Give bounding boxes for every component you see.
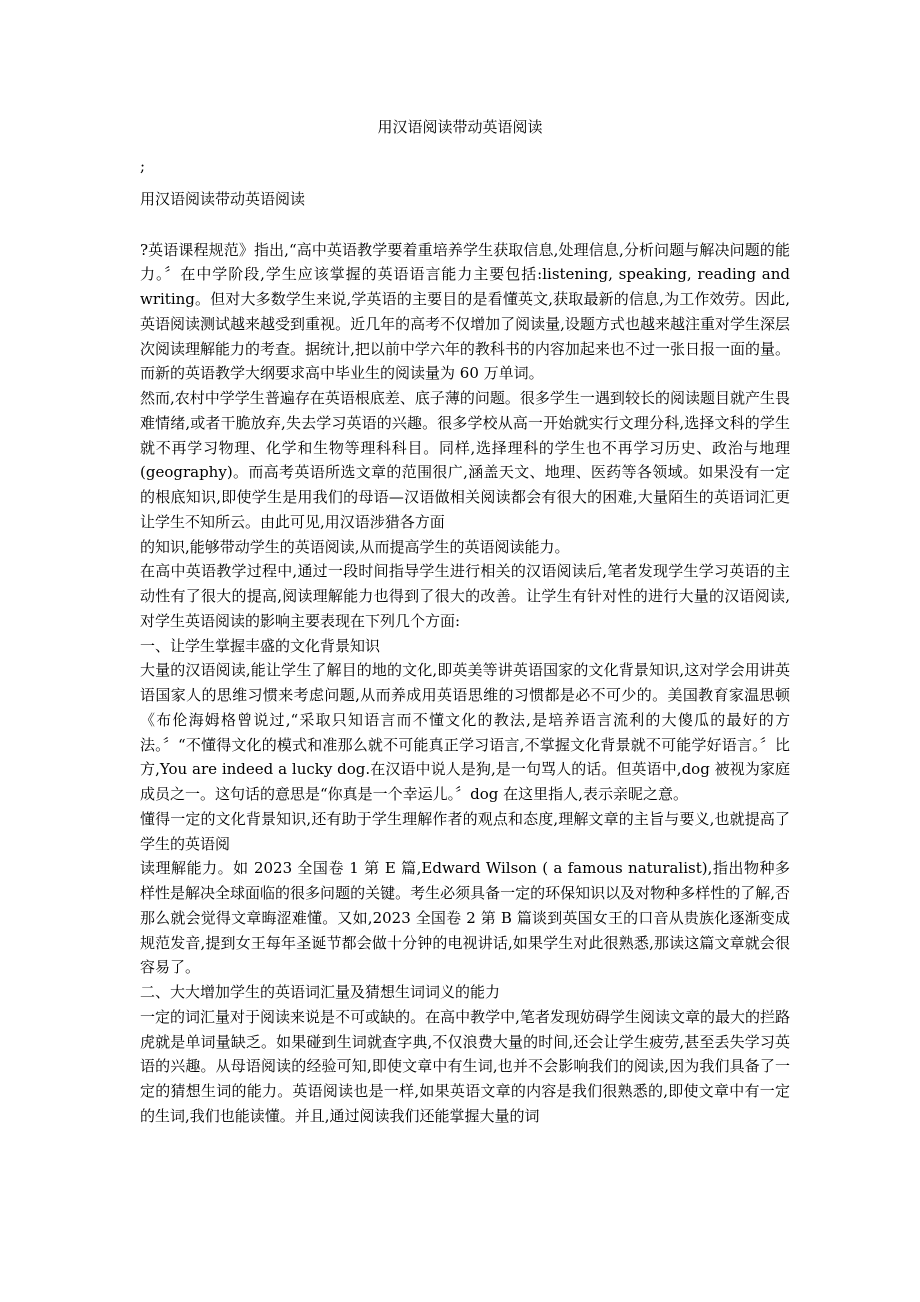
section-heading: 一、让学生掌握丰盛的文化背景知识 — [140, 636, 381, 655]
document-title: 用汉语阅读带动英语阅读 — [377, 118, 543, 136]
paragraph: 大量的汉语阅读,能让学生了解目的地的文化,即英美等讲英语国家的文化背景知识,这对学会用讲英语国家人的思维习惯来考虑问题,从而养成用英语思维的习惯都是必不可少的。美国教育家温思顿《布伦海姆格曾说过,“采取只知语言而不懂文化的教法,是培养语言流利的大傻瓜的最好的方法。〞“不懂得文化的模式和准那么就不可能真正学习语言,不掌握文化背景就不可能学好语言。〞比方,You are indeed a lucky dog.在汉语中说人是狗,是一句骂人的话。但英语中,dog 被视为家庭成员之一。这句话的意思是“你真是一个幸运儿。〞dog 在这里指人,表示亲昵之意。 — [140, 661, 790, 803]
paragraph: ?英语课程规范》指出,“高中英语教学要着重培养学生获取信息,处理信息,分析问题与解决问题的能力。〞在中学阶段,学生应该掌握的英语语言能力主要包括:listening, speaking, reading and writing。但对大多数学生来说,学英语的主要目的是看懂英文,获取最新的信息,为工作效劳。因此,英语阅读测试越来越受到重视。近几年的高考不仅增加了阅读量,设题方式也越来越注重对学生深层次阅读理解能力的考查。据统计,把以前中学六年的教科书的内容加起来也不过一张日报一面的量。而新的英语教学大纲要求高中毕业生的阅读量为 60 万单词。 — [140, 240, 790, 383]
document-body — [140, 154, 790, 1129]
paragraph: 读理解能力。如 2023 全国卷 1 第 E 篇,Edward Wilson ( a famous naturalist),指出物种多样性是解决全球面临的很多问题的关键。考生必须具备一定的环保知识以及对物种多样性的了解,否那么就会觉得文章晦涩难懂。又如,2023 全国卷 2 第 B 篇谈到英国女王的口音从贵族化逐渐变成规范发音,提到女王每年圣诞节都会做十分钟的电视讲话,如果学生对此很熟悉,那读这篇文章就会很容易了。 — [140, 859, 790, 977]
paragraph: 的知识,能够带动学生的英语阅读,从而提高学生的英语阅读能力。 — [140, 537, 570, 556]
paragraph: 在高中英语教学过程中,通过一段时间指导学生进行相关的汉语阅读后,笔者发现学生学习英语的主动性有了很大的提高,阅读理解能力也得到了很大的改善。让学生有针对性的进行大量的汉语阅读,对学生英语阅读的影响主要表现在下列几个方面: — [140, 562, 790, 630]
paragraph: 然而,农村中学学生普遍存在英语根底差、底子薄的问题。很多学生一遇到较长的阅读题目就产生畏难情绪,或者干脆放弃,失去学习英语的兴趣。很多学校从高一开始就实行文理分科,选择文科的学生就不再学习物理、化学和生物等理科科目。同样,选择理科的学生也不再学习历史、政治与地理(geography)。而高考英语所选文章的范围很广,涵盖天文、地理、医药等各领域。如果没有一定的根底知识,即使学生是用我们的母语—汉语做相关阅读都会有很大的困难,大量陌生的英语词汇更让学生不知所云。由此可见,用汉语涉猎各方面 — [140, 389, 790, 531]
spacer — [140, 179, 790, 187]
article-heading: 用汉语阅读带动英语阅读 — [140, 189, 306, 208]
section-heading: 二、大大增加学生的英语词汇量及猜想生词词义的能力 — [140, 983, 501, 1001]
paragraph: 一定的词汇量对于阅读来说是不可或缺的。在高中教学中,笔者发现妨碍学生阅读文章的最大的拦路虎就是单词量缺乏。如果碰到生词就查字典,不仅浪费大量的时间,还会让学生疲劳,甚至丢失学习英语的兴趣。从母语阅读的经验可知,即使文章中有生词,也并不会影响我们的阅读,因为我们具备了一定的猜想生词的能力。英语阅读也是一样,如果英语文章的内容是我们很熟悉的,即使文章中有一定的生词,我们也能读懂。并且,通过阅读我们还能掌握大量的词 — [140, 1007, 790, 1125]
stray-semicolon: ; — [140, 157, 146, 175]
paragraph: 懂得一定的文化背景知识,还有助于学生理解作者的观点和态度,理解文章的主旨与要义,也就提高了学生的英语阅 — [140, 809, 790, 853]
spacer — [140, 212, 790, 238]
